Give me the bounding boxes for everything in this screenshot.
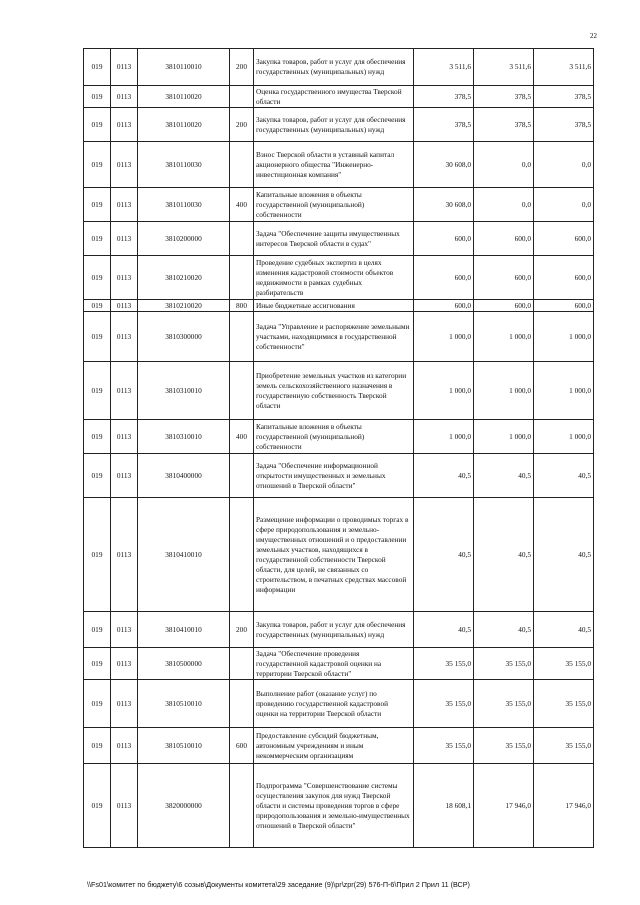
cell-amount-2: 40,5 <box>474 612 534 648</box>
budget-table <box>83 48 594 848</box>
cell-amount-1: 378,5 <box>414 108 474 142</box>
cell-amount-1: 35 155,0 <box>414 680 474 728</box>
cell-amount-1: 1 000,0 <box>414 362 474 420</box>
cell-razdel: 0113 <box>111 454 138 498</box>
cell-amount-2: 378,5 <box>474 86 534 108</box>
cell-amount-1: 30 608,0 <box>414 142 474 188</box>
cell-amount-1: 40,5 <box>414 454 474 498</box>
cell-amount-2: 35 155,0 <box>474 728 534 764</box>
cell-amount-2: 0,0 <box>474 142 534 188</box>
cell-razdel: 0113 <box>111 312 138 362</box>
cell-amount-2: 17 946,0 <box>474 764 534 848</box>
table-row <box>84 300 594 312</box>
cell-name: Оценка государственного имущества Тверской области <box>254 86 414 108</box>
cell-name: Закупка товаров, работ и услуг для обеспечения государственных (муниципальных) нужд <box>254 49 414 86</box>
cell-ved: 019 <box>84 222 111 256</box>
table-row <box>84 362 594 420</box>
cell-amount-1: 40,5 <box>414 498 474 612</box>
cell-name: Подпрограмма "Совершенствование системы осуществления закупок для нужд Тверской области и системы проведения торгов в сфере природопользования и земельно-имущественных отношений в Тверской области" <box>254 764 414 848</box>
cell-name: Капитальные вложения в объекты государственной (муниципальной) собственности <box>254 188 414 222</box>
cell-expense-type: 800 <box>230 300 254 312</box>
cell-expense-type: 200 <box>230 612 254 648</box>
cell-razdel: 0113 <box>111 728 138 764</box>
cell-expense-type <box>230 142 254 188</box>
cell-amount-2: 0,0 <box>474 188 534 222</box>
cell-ved: 019 <box>84 680 111 728</box>
cell-razdel: 0113 <box>111 300 138 312</box>
cell-amount-2: 378,5 <box>474 108 534 142</box>
table-row <box>84 108 594 142</box>
cell-expense-type: 400 <box>230 420 254 454</box>
cell-razdel: 0113 <box>111 222 138 256</box>
cell-amount-2: 600,0 <box>474 256 534 300</box>
cell-name: Задача "Обеспечение проведения государственной кадастровой оценки на территории Тверской области" <box>254 648 414 680</box>
cell-expense-type: 400 <box>230 188 254 222</box>
cell-amount-3: 0,0 <box>534 188 594 222</box>
cell-target-article: 3810310010 <box>138 420 230 454</box>
table-row <box>84 312 594 362</box>
cell-amount-1: 35 155,0 <box>414 728 474 764</box>
table-row <box>84 222 594 256</box>
cell-name: Капитальные вложения в объекты государственной (муниципальной) собственности <box>254 420 414 454</box>
cell-ved: 019 <box>84 108 111 142</box>
cell-expense-type: 600 <box>230 728 254 764</box>
cell-amount-2: 600,0 <box>474 300 534 312</box>
cell-expense-type <box>230 680 254 728</box>
cell-razdel: 0113 <box>111 142 138 188</box>
cell-amount-1: 1 000,0 <box>414 312 474 362</box>
cell-amount-3: 40,5 <box>534 454 594 498</box>
cell-ved: 019 <box>84 312 111 362</box>
cell-ved: 019 <box>84 498 111 612</box>
cell-name: Задача "Управление и распоряжение земельными участками, находящимися в государственной собственности" <box>254 312 414 362</box>
cell-amount-1: 35 155,0 <box>414 648 474 680</box>
cell-amount-3: 1 000,0 <box>534 312 594 362</box>
cell-target-article: 3810510010 <box>138 728 230 764</box>
cell-amount-3: 600,0 <box>534 256 594 300</box>
cell-amount-2: 35 155,0 <box>474 648 534 680</box>
page-number: 22 <box>590 32 597 40</box>
cell-razdel: 0113 <box>111 420 138 454</box>
cell-target-article: 3810110030 <box>138 142 230 188</box>
cell-expense-type <box>230 362 254 420</box>
cell-amount-2: 1 000,0 <box>474 362 534 420</box>
cell-target-article: 3810310010 <box>138 362 230 420</box>
table-row <box>84 420 594 454</box>
cell-amount-3: 1 000,0 <box>534 362 594 420</box>
cell-amount-2: 600,0 <box>474 222 534 256</box>
table-row <box>84 498 594 612</box>
cell-ved: 019 <box>84 454 111 498</box>
cell-amount-3: 378,5 <box>534 86 594 108</box>
table-row <box>84 764 594 848</box>
cell-expense-type <box>230 454 254 498</box>
cell-expense-type <box>230 256 254 300</box>
cell-target-article: 3810200000 <box>138 222 230 256</box>
cell-target-article: 3810110020 <box>138 86 230 108</box>
cell-target-article: 3810110020 <box>138 108 230 142</box>
cell-target-article: 3810110010 <box>138 49 230 86</box>
cell-ved: 019 <box>84 256 111 300</box>
cell-amount-1: 600,0 <box>414 300 474 312</box>
table-row <box>84 49 594 86</box>
cell-amount-3: 0,0 <box>534 142 594 188</box>
cell-ved: 019 <box>84 142 111 188</box>
cell-expense-type: 200 <box>230 49 254 86</box>
cell-razdel: 0113 <box>111 49 138 86</box>
cell-expense-type <box>230 86 254 108</box>
cell-name: Приобретение земельных участков из категории земель сельскохозяйственного назначения в государственную собственность Тверской области <box>254 362 414 420</box>
cell-amount-1: 600,0 <box>414 256 474 300</box>
cell-expense-type <box>230 222 254 256</box>
table-row <box>84 256 594 300</box>
cell-target-article: 3810210020 <box>138 256 230 300</box>
cell-expense-type <box>230 764 254 848</box>
cell-amount-3: 600,0 <box>534 300 594 312</box>
cell-amount-2: 1 000,0 <box>474 312 534 362</box>
cell-amount-1: 18 608,1 <box>414 764 474 848</box>
cell-name: Проведение судебных экспертиз в целях изменения кадастровой стоимости объектов недвижимости в рамках судебных разбирательств <box>254 256 414 300</box>
cell-amount-1: 3 511,6 <box>414 49 474 86</box>
cell-name: Иные бюджетные ассигнования <box>254 300 414 312</box>
cell-name: Предоставление субсидий бюджетным, автономным учреждениям и иным некоммерческим организациям <box>254 728 414 764</box>
cell-name: Размещение информации о проводимых торгах в сфере природопользования и земельно-имущественных отношений и о предоставлении земельных участков, находящихся в государственной собственности Тверской области, для целей, не связанных со строительством, в печатных средствах массовой информации <box>254 498 414 612</box>
budget-table-body <box>84 49 594 848</box>
table-row <box>84 454 594 498</box>
footer-file-path: \\Fs01\комитет по бюджету\6 созыв\Документы комитета\29 заседание (9)\pr\zpr(29) 576-П-6\Прил 2 Прил 11 (ВСР) <box>87 880 470 889</box>
cell-ved: 019 <box>84 420 111 454</box>
cell-amount-3: 35 155,0 <box>534 648 594 680</box>
cell-amount-3: 40,5 <box>534 612 594 648</box>
table-row <box>84 86 594 108</box>
cell-razdel: 0113 <box>111 764 138 848</box>
cell-name: Задача "Обеспечение информационной открытости имущественных и земельных отношений в Тверской области" <box>254 454 414 498</box>
cell-target-article: 3810500000 <box>138 648 230 680</box>
cell-razdel: 0113 <box>111 612 138 648</box>
cell-amount-3: 40,5 <box>534 498 594 612</box>
cell-target-article: 3810210020 <box>138 300 230 312</box>
cell-amount-3: 3 511,6 <box>534 49 594 86</box>
cell-name: Закупка товаров, работ и услуг для обеспечения государственных (муниципальных) нужд <box>254 612 414 648</box>
cell-razdel: 0113 <box>111 680 138 728</box>
cell-expense-type: 200 <box>230 108 254 142</box>
cell-amount-3: 1 000,0 <box>534 420 594 454</box>
cell-ved: 019 <box>84 764 111 848</box>
cell-amount-3: 17 946,0 <box>534 764 594 848</box>
cell-target-article: 3810110030 <box>138 188 230 222</box>
table-row <box>84 612 594 648</box>
cell-amount-3: 378,5 <box>534 108 594 142</box>
cell-target-article: 3810510010 <box>138 680 230 728</box>
cell-amount-3: 35 155,0 <box>534 728 594 764</box>
cell-name: Выполнение работ (оказание услуг) по проведению государственной кадастровой оценки на территории Тверской области <box>254 680 414 728</box>
cell-target-article: 3810410010 <box>138 612 230 648</box>
cell-razdel: 0113 <box>111 498 138 612</box>
cell-expense-type <box>230 498 254 612</box>
cell-target-article: 3810400000 <box>138 454 230 498</box>
cell-ved: 019 <box>84 86 111 108</box>
cell-amount-1: 40,5 <box>414 612 474 648</box>
cell-ved: 019 <box>84 188 111 222</box>
cell-ved: 019 <box>84 362 111 420</box>
cell-amount-3: 35 155,0 <box>534 680 594 728</box>
cell-expense-type <box>230 312 254 362</box>
table-row <box>84 648 594 680</box>
cell-ved: 019 <box>84 49 111 86</box>
cell-name: Взнос Тверской области в уставный капитал акционерного общества "Инженерно-инвестиционная компания" <box>254 142 414 188</box>
cell-razdel: 0113 <box>111 108 138 142</box>
cell-amount-1: 1 000,0 <box>414 420 474 454</box>
cell-amount-3: 600,0 <box>534 222 594 256</box>
cell-razdel: 0113 <box>111 188 138 222</box>
cell-ved: 019 <box>84 648 111 680</box>
table-row <box>84 680 594 728</box>
table-row <box>84 728 594 764</box>
cell-ved: 019 <box>84 300 111 312</box>
cell-target-article: 3810300000 <box>138 312 230 362</box>
cell-target-article: 3810410010 <box>138 498 230 612</box>
cell-razdel: 0113 <box>111 256 138 300</box>
cell-amount-1: 600,0 <box>414 222 474 256</box>
cell-amount-2: 40,5 <box>474 498 534 612</box>
cell-amount-1: 378,5 <box>414 86 474 108</box>
cell-razdel: 0113 <box>111 86 138 108</box>
table-row <box>84 188 594 222</box>
cell-target-article: 3820000000 <box>138 764 230 848</box>
cell-amount-2: 40,5 <box>474 454 534 498</box>
cell-name: Закупка товаров, работ и услуг для обеспечения государственных (муниципальных) нужд <box>254 108 414 142</box>
cell-amount-2: 1 000,0 <box>474 420 534 454</box>
cell-ved: 019 <box>84 728 111 764</box>
cell-razdel: 0113 <box>111 648 138 680</box>
cell-amount-2: 35 155,0 <box>474 680 534 728</box>
cell-amount-1: 30 608,0 <box>414 188 474 222</box>
table-row <box>84 142 594 188</box>
cell-amount-2: 3 511,6 <box>474 49 534 86</box>
cell-ved: 019 <box>84 612 111 648</box>
cell-razdel: 0113 <box>111 362 138 420</box>
cell-name: Задача "Обеспечение защиты имущественных интересов Тверской области в судах" <box>254 222 414 256</box>
cell-expense-type <box>230 648 254 680</box>
